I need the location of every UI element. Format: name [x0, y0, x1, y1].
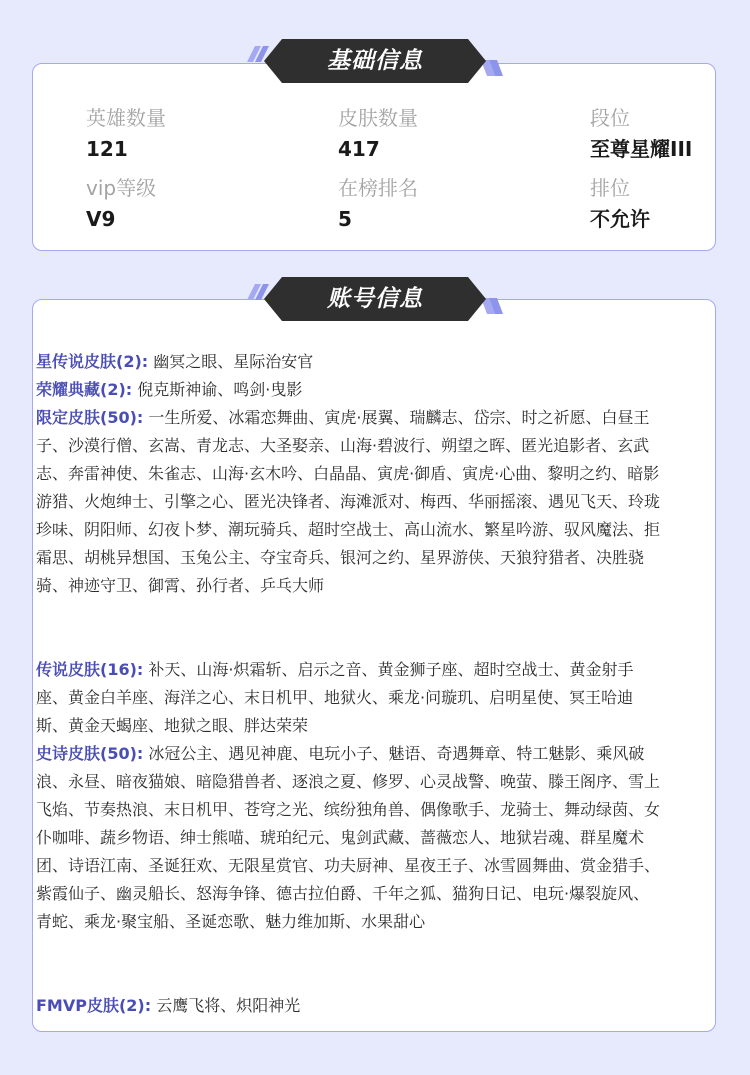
- stat-label: 皮肤数量: [338, 106, 418, 130]
- skin-list: 一生所爱、冰霜恋舞曲、寅虎·展翼、瑞麟志、岱宗、时之祈愿、白昼王子、沙漠行僧、玄嵩、青龙志、大圣娶亲、山海·碧波行、朔望之晖、匿光追影者、玄武志、奔雷神使、朱雀志、山海·玄木吟、白晶晶、寅虎·御盾、寅虎·心曲、黎明之约、暗影游猎、火炮绅士、引擎之心、匿光决锋者、海滩派对、梅西、华丽摇滚、遇见飞天、玲珑珍味、阴阳师、幻夜卜梦、潮玩骑兵、超时空战士、高山流水、繁星吟游、驭风魔法、拒霜思、胡桃异想国、玉兔公主、夺宝奇兵、银河之约、星界游侠、天狼狩猎者、决胜骁骑、神迹守卫、御霄、孙行者、乒乓大师: [36, 408, 661, 595]
- basic-info-title: 基础信息: [327, 48, 423, 74]
- skin-group-limited: [36, 404, 664, 600]
- stat-rank-tier: [590, 105, 692, 162]
- skin-category: 荣耀典藏(2):: [36, 380, 133, 399]
- skin-group-epic: [36, 740, 664, 936]
- account-info-title: 账号信息: [327, 286, 423, 312]
- stat-hero-count: [86, 105, 166, 162]
- account-info-banner: [245, 276, 505, 322]
- skin-list: 云鹰飞将、炽阳神光: [156, 996, 301, 1015]
- stat-label: 排位: [590, 176, 630, 200]
- stat-label: 段位: [590, 106, 630, 130]
- stat-value: 至尊星耀III: [590, 137, 693, 161]
- stat-value: 121: [86, 137, 128, 161]
- stat-label: 在榜排名: [338, 176, 418, 200]
- stat-label: 英雄数量: [86, 106, 166, 130]
- skin-list: 倪克斯神谕、鸣剑·曳影: [137, 380, 303, 399]
- skin-group-glory-collection: [36, 376, 664, 404]
- skin-category: FMVP皮肤(2):: [36, 996, 152, 1015]
- stat-label: vip等级: [86, 176, 157, 200]
- stat-vip-level: [86, 175, 156, 232]
- skin-group-fmvp: [36, 992, 664, 1020]
- stat-skin-count: [338, 105, 418, 162]
- skin-category: 传说皮肤(16):: [36, 660, 144, 679]
- skin-group-legend: [36, 656, 664, 740]
- skin-group-star-legend: [36, 348, 664, 376]
- skin-category: 史诗皮肤(50):: [36, 744, 144, 763]
- stat-leaderboard-rank: [338, 175, 418, 232]
- skin-category: 限定皮肤(50):: [36, 408, 144, 427]
- stat-value: 5: [338, 207, 352, 231]
- skin-list: 补天、山海·炽霜斩、启示之音、黄金狮子座、超时空战士、黄金射手座、黄金白羊座、海洋之心、末日机甲、地狱火、乘龙·问璇玑、启明星使、冥王哈迪斯、黄金天蝎座、地狱之眼、胖达荣荣: [36, 660, 634, 735]
- skin-list: 冰冠公主、遇见神鹿、电玩小子、魅语、奇遇舞章、特工魅影、乘风破浪、永昼、暗夜猫娘、暗隐猎兽者、逐浪之夏、修罗、心灵战警、晚萤、滕王阁序、雪上飞焰、节奏热浪、末日机甲、苍穹之光、缤纷独角兽、偶像歌手、龙骑士、舞动绿茵、女仆咖啡、蔬乡物语、绅士熊喵、琥珀纪元、鬼剑武藏、蔷薇恋人、地狱岩魂、群星魔术团、诗语江南、圣诞狂欢、无限星赏官、功夫厨神、星夜王子、冰雪圆舞曲、赏金猎手、紫霞仙子、幽灵船长、怒海争锋、德古拉伯爵、千年之狐、猫狗日记、电玩·爆裂旋风、青蛇、乘龙·聚宝船、圣诞恋歌、魅力维加斯、水果甜心: [36, 744, 661, 931]
- stat-ranked-allowed: [590, 175, 650, 232]
- basic-info-banner: [245, 38, 505, 84]
- stat-value: 不允许: [590, 207, 650, 231]
- skin-category: 星传说皮肤(2):: [36, 352, 149, 371]
- stat-value: 417: [338, 137, 380, 161]
- stat-value: V9: [86, 207, 116, 231]
- skin-list: 幽冥之眼、星际治安官: [153, 352, 314, 371]
